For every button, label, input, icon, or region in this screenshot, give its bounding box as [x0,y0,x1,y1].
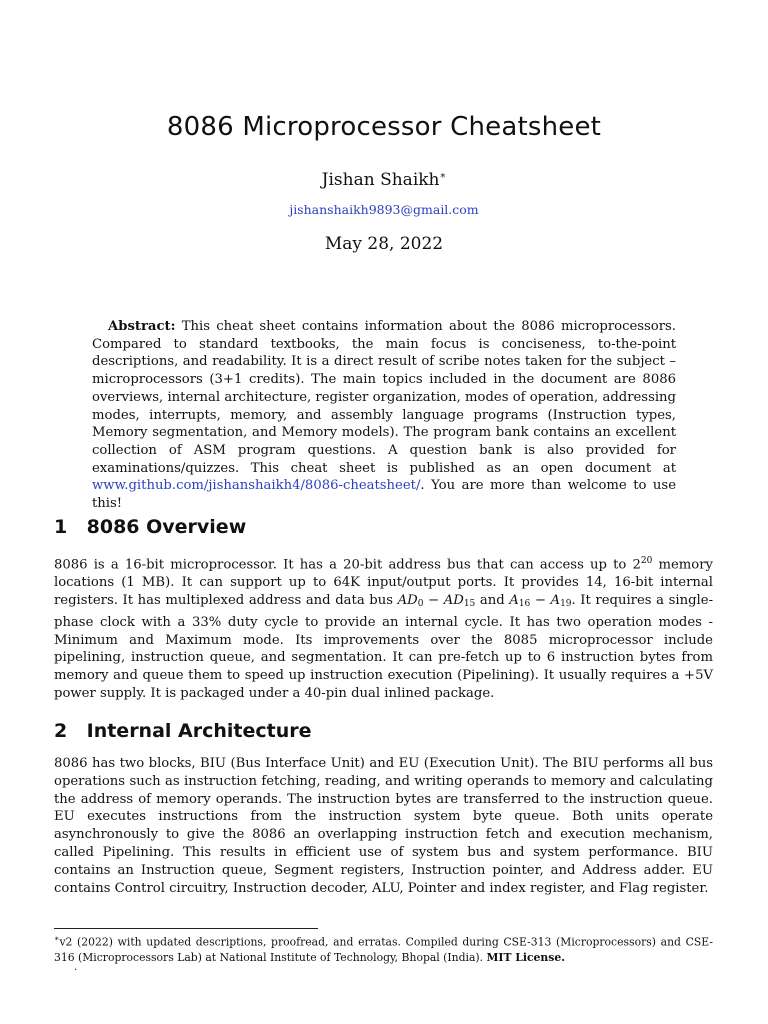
para-text: 8086 is a 16-bit microprocessor. It has a 20-bit address bus that can access up to 2 [54,557,641,573]
abstract-tail: . You are more than welcome to use this! [92,478,676,512]
footnote-marker: ∗ [439,170,447,182]
section-paragraph-architecture: 8086 has two blocks, BIU (Bus Interface Unit) and EU (Execution Unit). The BIU performs all bus operations such as instruction fetching, reading, and writing operands to memory and calculating the address of memory operands. The instruction bytes are transferred to the instruction queue. EU executes instructions from the instruction system byte queue. Both units operate asynchronously to give the 8086 an overlapping instruction fetch and execution mechanism, called Pipelining. This results in efficient use of system bus and system performance. BIU contains an Instruction queue, Segment registers, Instruction pointer, and Address adder. EU contains Control circuitry, Instruction decoder, ALU, Pointer and index register, and Flag register. [54,756,713,896]
para-text: memory locations (1 MB). It can support up to 64K input/output ports. It provides 14, 16-bit internal registers. It has multiplexed address and data bus [54,557,713,608]
footnote-license: MIT License. [486,950,565,964]
abstract-label: Abstract: [108,319,176,334]
footnote-dot: . [74,962,78,973]
author-email-link[interactable]: jishanshaikh9893@gmail.com [289,202,479,217]
abstract-text: This cheat sheet contains information about the 8086 microprocessors. Compared to standard textbooks, the main focus is conciseness, to-the-point descriptions, and readability. It is a direct result of scribe notes taken for the subject – microprocessors (3+1 credits). The main topics included in the document are 8086 overviews, internal architecture, register organization, modes of operation, addressing modes, interrupts, memory, and assembly language programs (Instruction types, Memory segmentation, and Memory models). The program bank contains an excellent collection of ASM program questions. A question bank is also provided for examinations/quizzes. This cheat sheet is published as an open document at [92,319,676,476]
document-title: 8086 Microprocessor Cheatsheet [166,112,602,142]
superscript: 20 [640,556,653,566]
footnote-text: v2 (2022) with updated descriptions, proofread, and erratas. Compiled during CSE-313 (Microprocessors) and CSE-316 (Microprocessors Lab) at National Institute of Technology, Bhopal (India). [54,935,713,964]
math-minus: − [423,592,444,608]
para-text: . It requires a single-phase clock with a 33% duty cycle to provide an internal cycle. It has two operation modes - Minimum and Maximum mode. Its improvements over the 8085 microprocessor include pipelining, instruction queue, and segmentation. It can pre-fetch up to 6 instruction bytes from memory and queue them to speed up instruction execution (Pipelining). It usually requires a +5V power supply. It is packaged under a 40-pin dual inlined package. [54,592,714,701]
math-ad15: $AD_{15}$ [443,592,476,609]
footnote-divider [54,928,318,929]
section-heading-architecture [54,720,312,742]
section-heading-overview [54,516,246,538]
section-number: 1 [54,516,68,538]
math-a19: $A_{19}$ [550,592,572,609]
abstract [92,318,676,513]
section-paragraph-overview [54,553,713,703]
math-a16: $A_{16}$ [509,592,531,609]
github-link[interactable]: www.github.com/jishanshaikh4/8086-cheatsheet/ [92,478,421,494]
author-name [0,170,768,190]
section-title: 8086 Overview [86,516,247,538]
footnote-mark: ∗ [54,934,60,943]
author-text: Jishan Shaikh [321,170,440,190]
footnote [54,931,713,965]
math-ad0: $AD_0$ [397,592,424,609]
document-date: May 28, 2022 [324,234,444,254]
para-text: and [475,592,510,608]
math-minus: − [530,592,551,608]
section-title: Internal Architecture [86,720,312,742]
section-number: 2 [54,720,68,742]
